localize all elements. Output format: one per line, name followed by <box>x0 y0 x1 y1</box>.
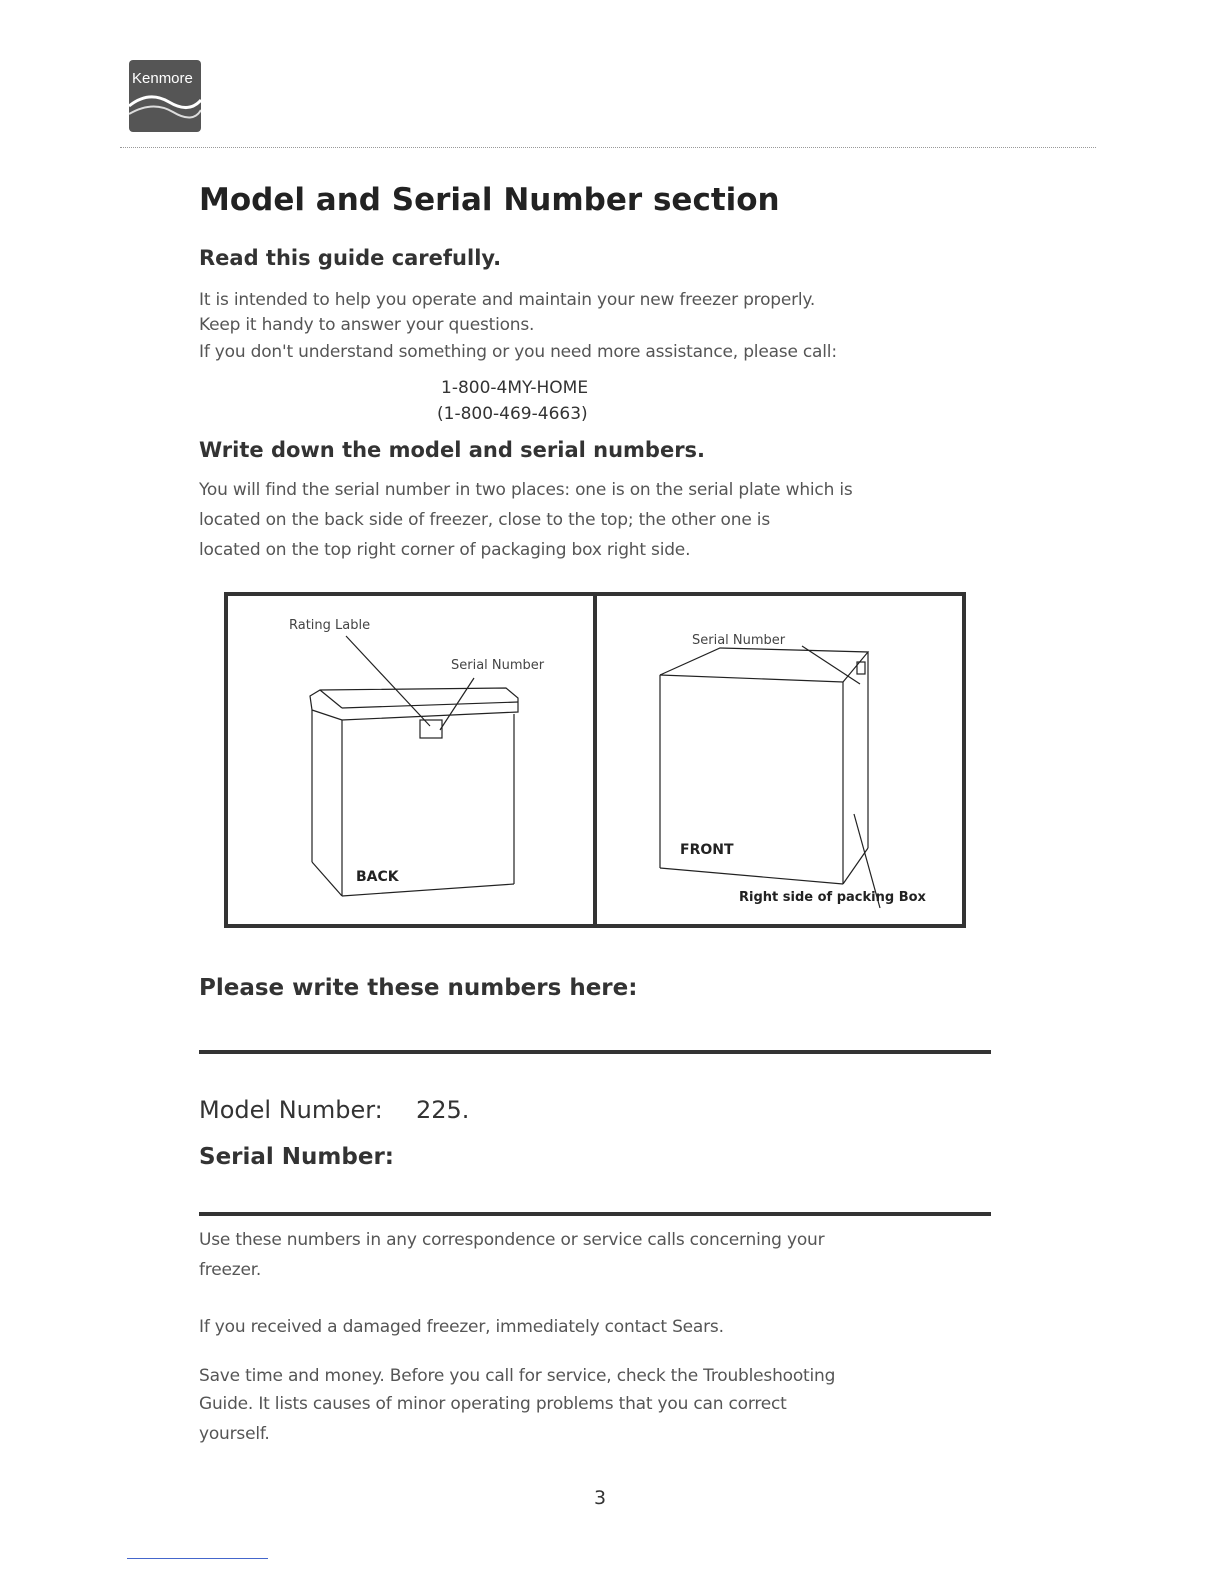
serial-number-callout-box: Serial Number <box>692 633 786 648</box>
footer-line <box>127 1558 268 1559</box>
serial-location-diagram <box>224 592 966 928</box>
model-number-label: Model Number: <box>199 1096 383 1124</box>
body-line: Use these numbers in any correspondence or service calls concerning your <box>199 1230 825 1250</box>
body-line: You will find the serial number in two places: one is on the serial plate which is <box>199 480 853 500</box>
body-line: Keep it handy to answer your questions. <box>199 315 535 335</box>
back-label: BACK <box>356 869 399 885</box>
serial-number-callout-back: Serial Number <box>451 658 545 673</box>
body-line: located on the top right corner of packaging box right side. <box>199 540 691 560</box>
box-side-label: Right side of packing Box <box>739 890 926 905</box>
body-line: located on the back side of freezer, close to the top; the other one is <box>199 510 770 530</box>
body-line: freezer. <box>199 1260 262 1280</box>
header-divider <box>120 147 1096 148</box>
divider <box>199 1212 991 1216</box>
logo-wave-icon <box>129 60 201 132</box>
page-number: 3 <box>594 1487 607 1509</box>
phone-number: 1-800-4MY-HOME <box>441 378 589 398</box>
body-line: Save time and money. Before you call for service, check the Troubleshooting <box>199 1366 836 1386</box>
phone-number-numeric: (1-800-469-4663) <box>437 404 588 424</box>
serial-number-label: Serial Number: <box>199 1144 394 1170</box>
write-numbers-heading: Please write these numbers here: <box>199 975 638 1001</box>
body-line: Guide. It lists causes of minor operating problems that you can correct <box>199 1394 787 1414</box>
page-title: Model and Serial Number section <box>199 182 780 218</box>
body-line: It is intended to help you operate and maintain your new freezer properly. <box>199 290 816 310</box>
logo-text: Kenmore <box>132 70 193 87</box>
body-line: If you received a damaged freezer, immediately contact Sears. <box>199 1317 724 1337</box>
kenmore-logo <box>129 60 201 132</box>
packing-box-illustration <box>660 646 880 908</box>
model-number-value: 225. <box>416 1096 470 1124</box>
body-line: If you don't understand something or you need more assistance, please call: <box>199 342 837 362</box>
section-heading-write-down: Write down the model and serial numbers. <box>199 438 706 462</box>
front-label: FRONT <box>680 842 734 858</box>
divider <box>199 1050 991 1054</box>
chest-freezer-illustration <box>310 636 518 896</box>
body-line: yourself. <box>199 1424 270 1444</box>
section-heading-read-guide: Read this guide carefully. <box>199 246 502 270</box>
diagram-drawing <box>224 592 966 928</box>
rating-label-callout: Rating Lable <box>289 618 371 633</box>
